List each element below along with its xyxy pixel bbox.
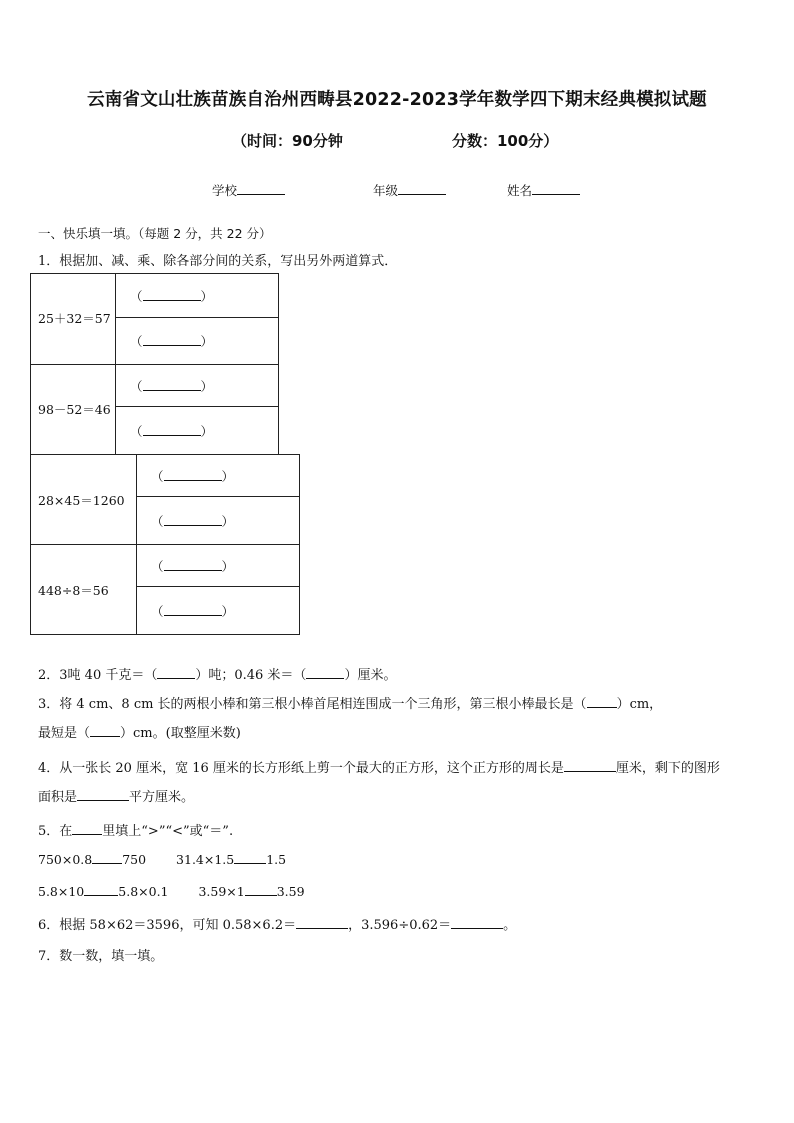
name-blank[interactable] (532, 182, 580, 195)
q1-answer-cell[interactable]: （ ） (137, 587, 300, 635)
q5-blank[interactable] (84, 883, 118, 896)
question-1-text: 1．根据加、减、乘、除各部分间的关系，写出另外两道算式． (38, 254, 398, 269)
q5-blank[interactable] (92, 851, 122, 864)
question-6: 6．根据 58×62＝3596，可知 0.58×6.2＝ ，3.596÷0.62＝ 。 (38, 918, 517, 933)
q1-answer-cell[interactable]: （ ） (116, 407, 279, 455)
q1-table-a (30, 273, 279, 455)
q1-equation-3: 28×45＝1260 (31, 455, 137, 545)
q4-blank-2[interactable] (77, 788, 129, 801)
q1-answer-cell[interactable]: （ ） (137, 455, 300, 497)
name-field: 姓名 (507, 181, 580, 199)
q1-equation-1: 25＋32＝57 (31, 274, 116, 365)
school-field: 学校 (212, 181, 285, 199)
q1-equation-4: 448÷8＝56 (31, 545, 137, 635)
question-2: 2．3吨 40 千克＝（ ）吨；0.46 米＝（ ）厘米。 (38, 668, 397, 683)
q2-blank-2[interactable] (306, 666, 344, 679)
question-4: 4．从一张长 20 厘米，宽 16 厘米的长方形纸上剪一个最大的正方形，这个正方形的周长是 厘米，剩下的图形 面积是 平方厘米。 (38, 761, 720, 805)
q5-row-2: 5.8×10 5.8×0.1 3.59×1 3.59 (38, 884, 305, 899)
question-3: 3．将 4 cm、8 cm 长的两根小棒和第三根小棒首尾相连围成一个三角形，第三根小棒最长是（ ）cm， 最短是（ ）cm。(取整厘米数) (38, 697, 663, 741)
q3-blank-2[interactable] (90, 724, 120, 737)
q1-answer-cell[interactable]: （ ） (116, 365, 279, 407)
exam-time: （时间：90分钟 (232, 132, 343, 150)
exam-title: 云南省文山壮族苗族自治州西畴县2022-2023学年数学四下期末经典模拟试题 (87, 90, 707, 110)
q5-blank[interactable] (234, 851, 266, 864)
q5-row-1: 750×0.8 750 31.4×1.5 1.5 (38, 852, 287, 867)
q1-answer-cell[interactable]: （ ） (137, 497, 300, 545)
q1-answer-cell[interactable]: （ ） (116, 274, 279, 318)
q1-answer-cell[interactable]: （ ） (137, 545, 300, 587)
grade-field: 年级 (373, 181, 446, 199)
q4-blank-1[interactable] (564, 759, 616, 772)
school-blank[interactable] (237, 182, 285, 195)
q1-answer-cell[interactable]: （ ） (116, 318, 279, 365)
q6-blank-1[interactable] (296, 916, 348, 929)
q1-table-b (30, 454, 300, 635)
q1-equation-2: 98－52＝46 (31, 365, 116, 455)
question-7: 7．数一数，填一填。 (38, 949, 164, 964)
q6-blank-2[interactable] (451, 916, 503, 929)
q3-blank-1[interactable] (587, 695, 617, 708)
q2-blank-1[interactable] (157, 666, 195, 679)
q5-blank[interactable] (245, 883, 277, 896)
grade-blank[interactable] (398, 182, 446, 195)
question-5: 5．在 里填上“>”“<”或“＝”. (38, 824, 234, 839)
exam-score: 分数：100分） (452, 132, 559, 150)
section-heading: 一、快乐填一填。（每题 2 分，共 22 分） (38, 226, 272, 241)
